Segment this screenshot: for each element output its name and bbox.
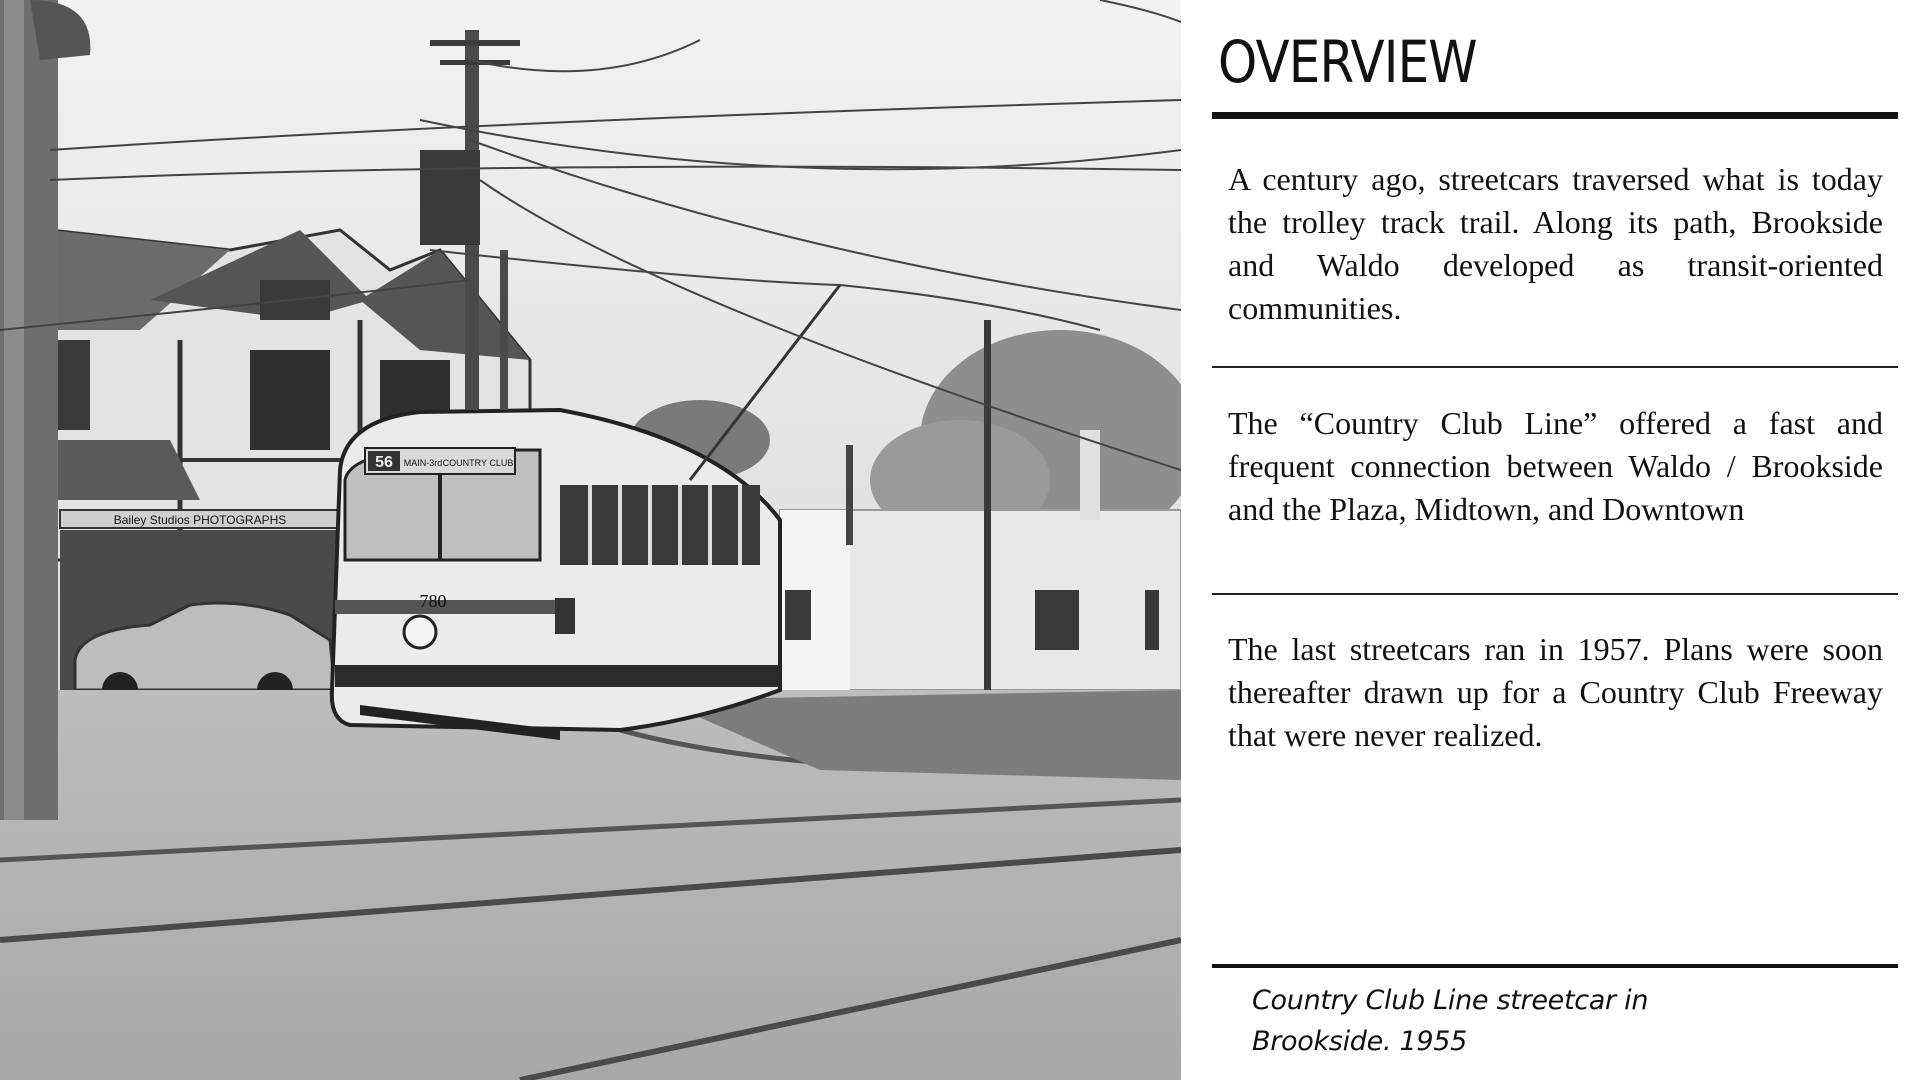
photo-caption <box>1252 980 1712 1062</box>
section-divider <box>1212 593 1898 595</box>
paragraph-freeway: The last streetcars ran in 1957. Plans were soon thereafter drawn up for a Country Club Freeway that were never realized. <box>1228 631 1883 753</box>
car-number: 780 <box>419 591 447 611</box>
shop-sign: Bailey Studios PHOTOGRAPHS <box>113 513 287 527</box>
paragraph-history: A century ago, streetcars traversed what is today the trolley track trail. Along its path, Brookside and Waldo developed as transit-oriented communities. <box>1228 161 1883 326</box>
caption-line-1: Country Club Line streetcar in <box>1252 985 1649 1016</box>
caption-divider <box>1212 964 1898 968</box>
route-number: 56 <box>375 454 393 471</box>
section-divider <box>1212 366 1898 368</box>
title-divider <box>1212 112 1898 119</box>
paragraph-country-club-line: The “Country Club Line” offered a fast and frequent connection between Waldo / Brookside and the Plaza, Midtown, and Downtown <box>1228 405 1883 527</box>
overview-panel <box>1212 0 1898 1080</box>
route-sign-right: COUNTRY CLUB <box>442 458 514 468</box>
page-title: OVERVIEW <box>1218 28 1477 96</box>
caption-line-2: Brookside. 1955 <box>1252 1026 1467 1057</box>
route-sign-left: MAIN-3rd <box>403 458 443 468</box>
